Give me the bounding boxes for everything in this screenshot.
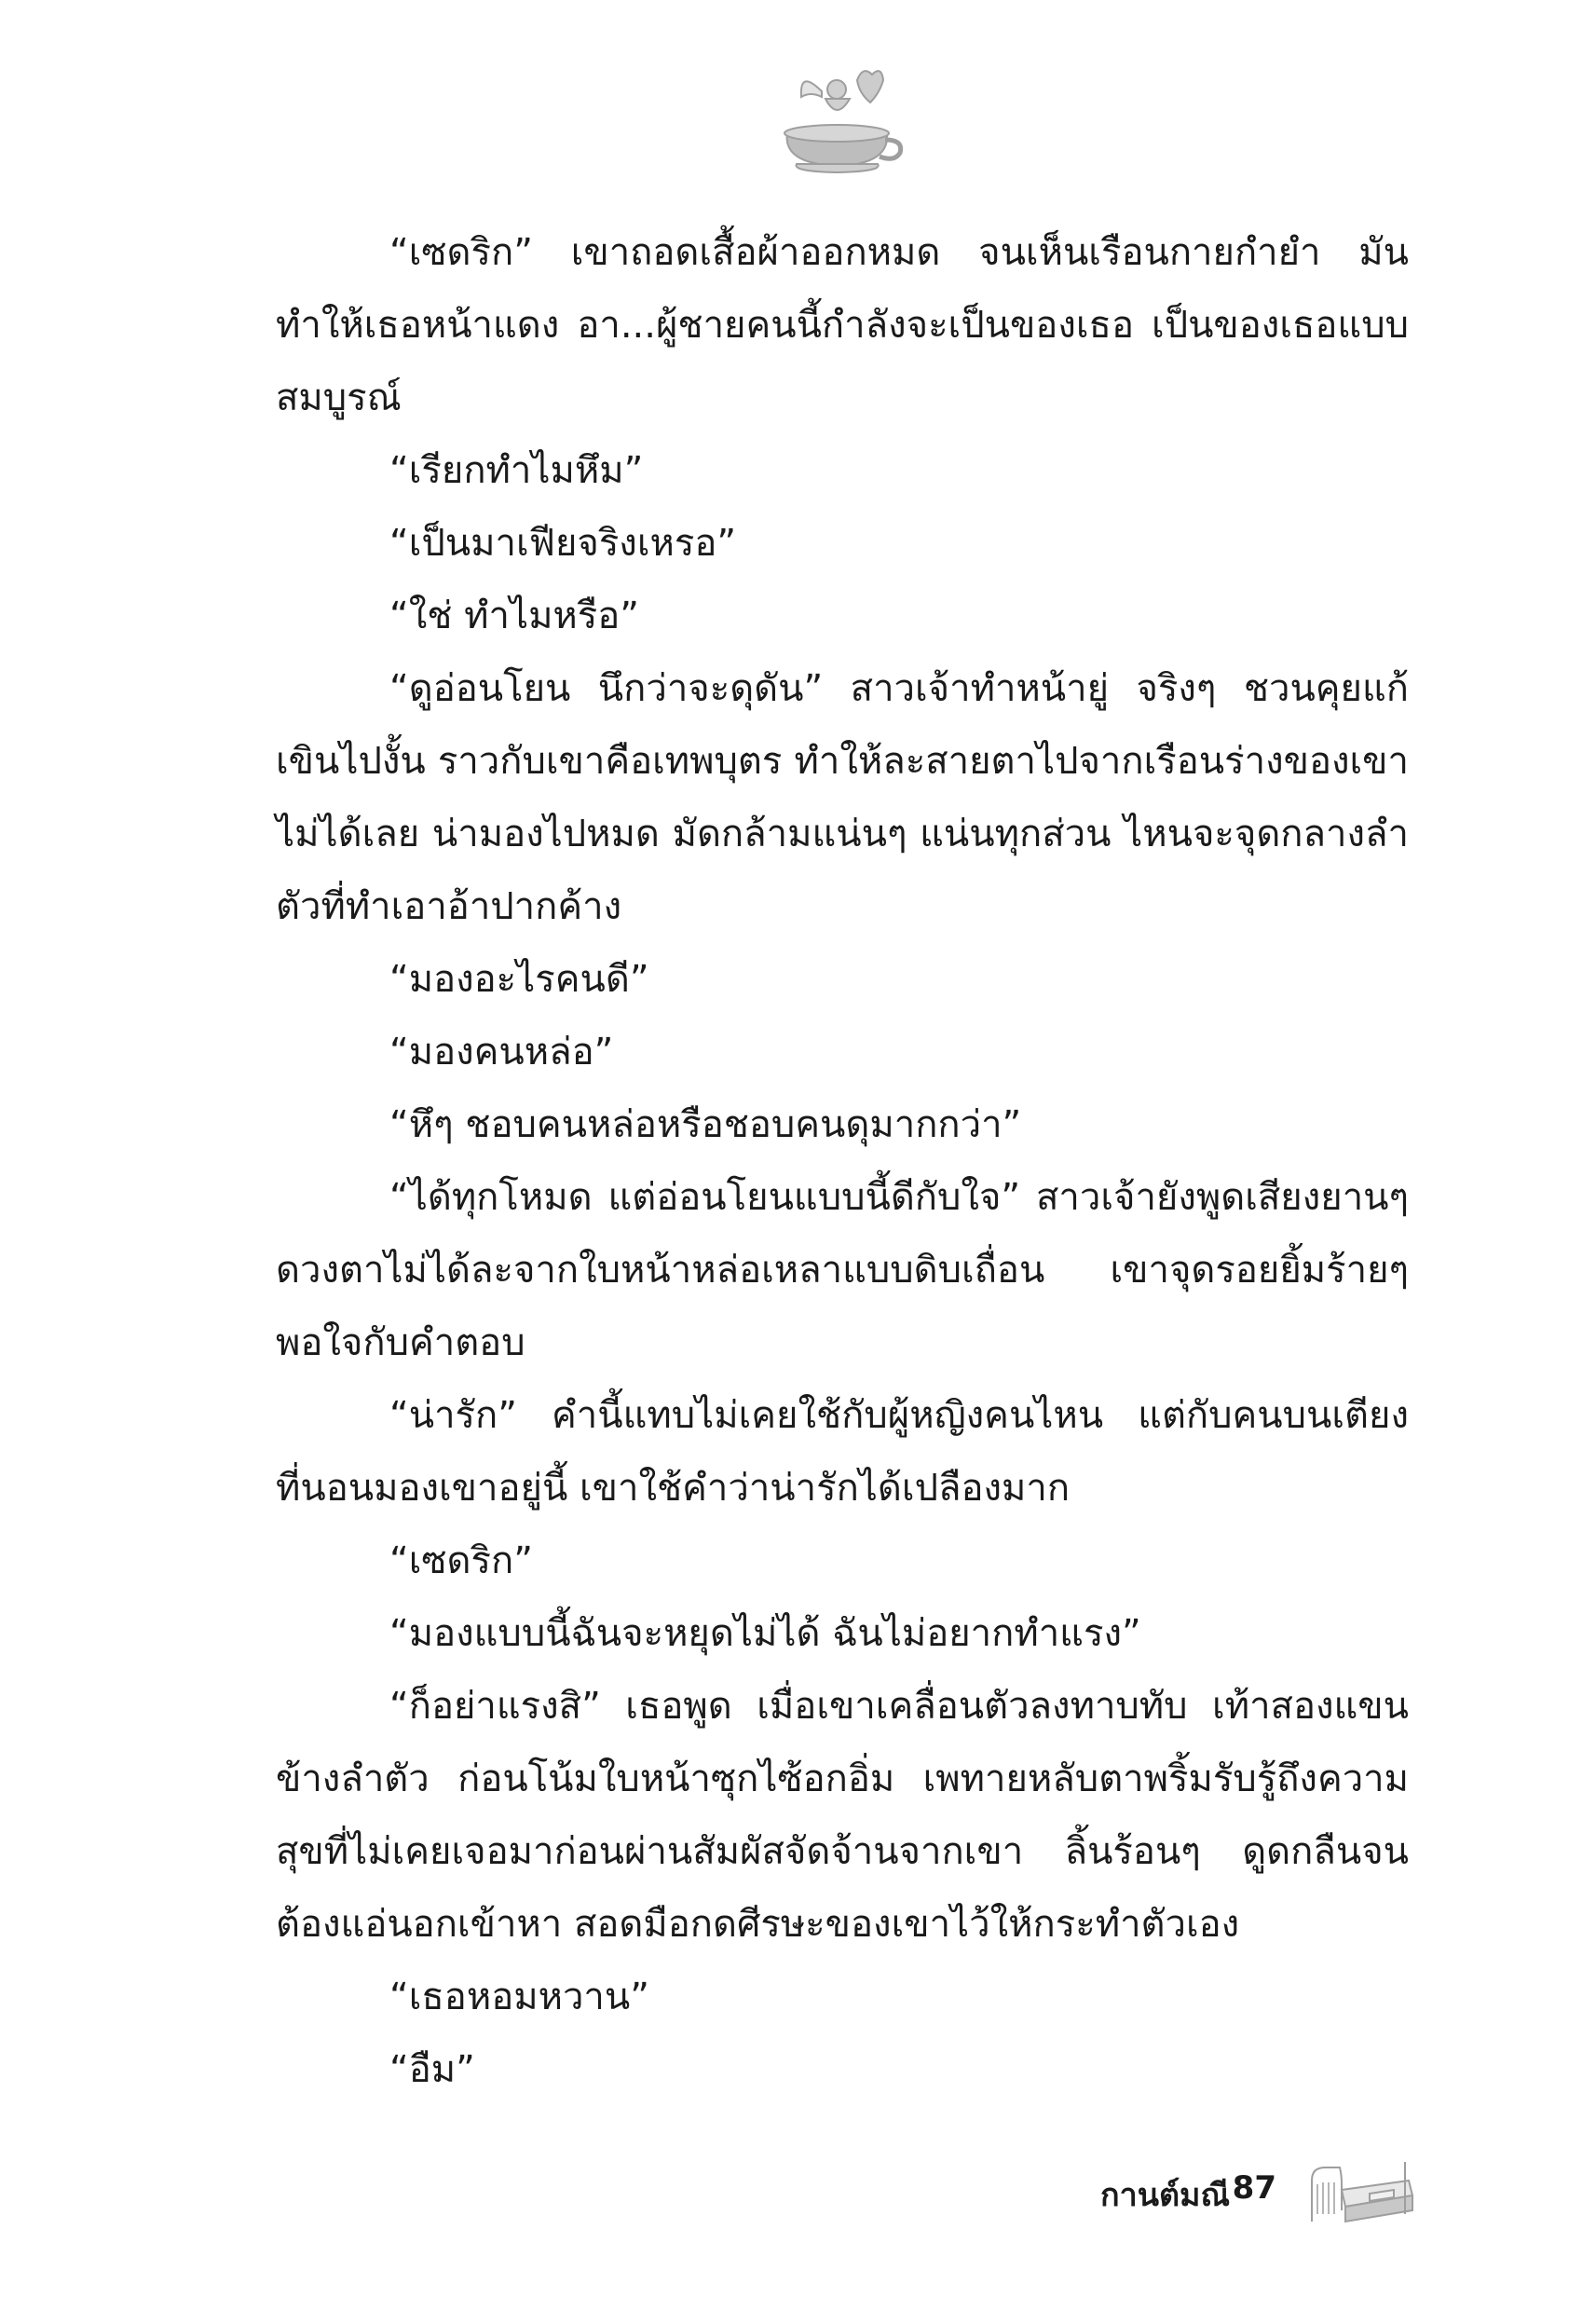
dialogue-line: “มองคนหล่อ” (389, 1031, 614, 1073)
dialogue-line: “อืม” (389, 2048, 475, 2091)
dialogue-line: “มองอะไรคนดี” (389, 958, 649, 1001)
dialogue-line: “เซดริก” (389, 1539, 533, 1582)
narrative-paragraph: “ดูอ่อนโยน นึกว่าจะดุดัน” สาวเจ้าทำหน้ายู่ จริงๆ ชวนคุยแก้เขินไปงั้น ราวกับเขาคือเทพบุตร ทำให้ละสายตาไปจากเรือนร่างของเขาไม่ได้เลย น่ามองไปหมด มัดกล้ามแน่นๆ แน่นทุกส่วน ไหนจะจุดกลางลำตัวที่ทำเอาอ้าปากค้าง (276, 667, 1409, 928)
story-text (276, 216, 1409, 2106)
narrative-paragraph: “น่ารัก” คำนี้แทบไม่เคยใช้กับผู้หญิงคนไหน แต่กับคนบนเตียงที่นอนมองเขาอยู่นี้ เขาใช้คำว่าน่ารักได้เปลืองมาก (276, 1394, 1409, 1510)
dialogue-line: “เธอหอมหวาน” (389, 1976, 649, 2018)
narrative-paragraph: “ได้ทุกโหมด แต่อ่อนโยนแบบนี้ดีกับใจ” สาวเจ้ายังพูดเสียงยานๆ ดวงตาไม่ได้ละจากใบหน้าหล่อเหลาแบบดิบเถื่อน เขาจุดรอยยิ้มร้ายๆ พอใจกับคำตอบ (276, 1176, 1409, 1364)
dialogue-line: “ใช่ ทำไมหรือ” (389, 595, 640, 637)
dialogue-line: “เป็นมาเฟียจริงเหรอ” (389, 522, 737, 565)
dialogue-line: “มองแบบนี้ฉันจะหยุดไม่ได้ ฉันไม่อยากทำแรง” (389, 1612, 1141, 1655)
dialogue-line: “หึๆ ชอบคนหล่อหรือชอบคนดุมากกว่า” (389, 1103, 1022, 1146)
dialogue-line: “เรียกทำไมหึม” (389, 449, 644, 492)
cupid-teacup-icon (764, 54, 913, 175)
book-title: กานต์มณี (1100, 2177, 1230, 2214)
bed-icon (1304, 2153, 1416, 2227)
narrative-paragraph: “เซดริก” เขาถอดเสื้อผ้าออกหมด จนเห็นเรือนกายกำยำ มันทำให้เธอหน้าแดง อา...ผู้ชายคนนี้กำลังจะเป็นของเธอ เป็นของเธอแบบสมบูรณ์ (276, 231, 1409, 419)
page-footer (1025, 2153, 1416, 2236)
narrative-paragraph: “ก็อย่าแรงสิ” เธอพูด เมื่อเขาเคลื่อนตัวลงทาบทับ เท้าสองแขนข้างลำตัว ก่อนโน้มใบหน้าซุกไซ้อกอิ่ม เพทายหลับตาพริ้มรับรู้ถึงความสุขที่ไม่เคยเจอมาก่อนผ่านสัมผัสจัดจ้านจากเขา ลิ้นร้อนๆ ดูดกลืนจนต้องแอ่นอกเข้าหา สอดมือกดศีรษะของเขาไว้ให้กระทำตัวเอง (276, 1685, 1409, 1946)
page-number: 87 (1232, 2169, 1276, 2207)
